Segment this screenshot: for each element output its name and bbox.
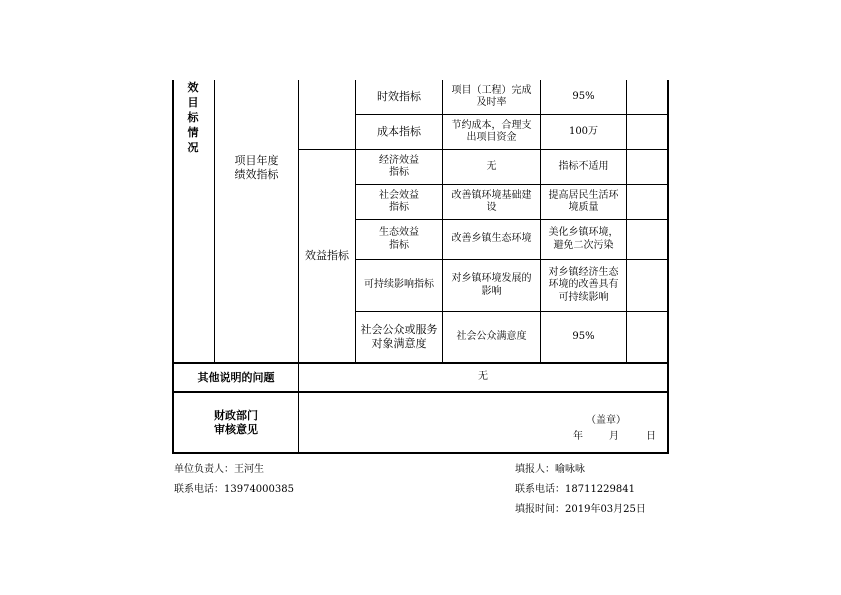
value-cell: 美化乡镇环境， 避免二次污染 bbox=[548, 227, 619, 251]
value-cell: 95% bbox=[572, 90, 595, 102]
content-cell: 社会公众满意度 bbox=[456, 330, 527, 342]
grid-h9 bbox=[172, 452, 669, 454]
vertical-section-label bbox=[180, 80, 206, 154]
content-cell: 节约成本，合理支 出项目资金 bbox=[451, 119, 532, 143]
content-cell: 对乡镇环境发展的 影响 bbox=[451, 273, 532, 297]
vertical-char: 标 bbox=[187, 111, 199, 124]
value-cell: 提高居民生活环 境质量 bbox=[548, 189, 619, 213]
phone-right: 联系电话：18711229841 bbox=[515, 484, 635, 495]
fill-time: 填报时间：2019年03月25日 bbox=[515, 504, 646, 515]
phone-left: 联系电话：13974000385 bbox=[174, 484, 294, 495]
grid-v1 bbox=[214, 80, 215, 362]
indicator-cell: 可持续影响指标 bbox=[364, 279, 434, 291]
seal-text: （盖章） bbox=[586, 415, 626, 426]
grid-v6 bbox=[626, 80, 627, 362]
border-right bbox=[667, 80, 669, 453]
date-month: 月 bbox=[609, 431, 619, 442]
content-cell: 改善镇环境基础建 设 bbox=[451, 189, 532, 213]
value-cell: 指标不适用 bbox=[558, 160, 609, 172]
content-cell: 项目（工程）完成 及时率 bbox=[451, 84, 532, 108]
indicator-cell: 时效指标 bbox=[377, 90, 421, 104]
filler: 填报人：喻咏咏 bbox=[515, 464, 585, 475]
other-notes-label: 其他说明的问题 bbox=[197, 370, 275, 384]
date-year: 年 bbox=[573, 431, 583, 442]
value-cell: 95% bbox=[572, 330, 595, 342]
vertical-char: 况 bbox=[187, 141, 199, 154]
indicator-cell: 成本指标 bbox=[377, 125, 421, 139]
category-label: 项目年度 绩效指标 bbox=[234, 153, 279, 181]
vertical-char: 效 bbox=[187, 81, 199, 94]
content-cell: 改善乡镇生态环境 bbox=[451, 233, 532, 245]
indicator-cell: 社会效益 指标 bbox=[379, 189, 419, 213]
other-notes-value: 无 bbox=[478, 371, 488, 383]
value-cell: 对乡镇经济生态 环境的改善具有 可持续影响 bbox=[548, 266, 619, 303]
indicator-cell: 社会公众或服务 对象满意度 bbox=[360, 323, 438, 350]
date-day: 日 bbox=[646, 431, 656, 442]
indicator-cell: 经济效益 指标 bbox=[379, 154, 419, 178]
indicator-cell: 生态效益 指标 bbox=[379, 227, 419, 251]
benefit-label: 效益指标 bbox=[305, 249, 349, 263]
content-cell: 无 bbox=[486, 160, 497, 172]
finance-review-label: 财政部门 审核意见 bbox=[214, 408, 258, 436]
vertical-char: 目 bbox=[187, 96, 199, 109]
unit-head: 单位负责人：王河生 bbox=[174, 464, 264, 475]
value-cell: 100万 bbox=[568, 125, 599, 137]
vertical-char: 情 bbox=[187, 126, 199, 139]
